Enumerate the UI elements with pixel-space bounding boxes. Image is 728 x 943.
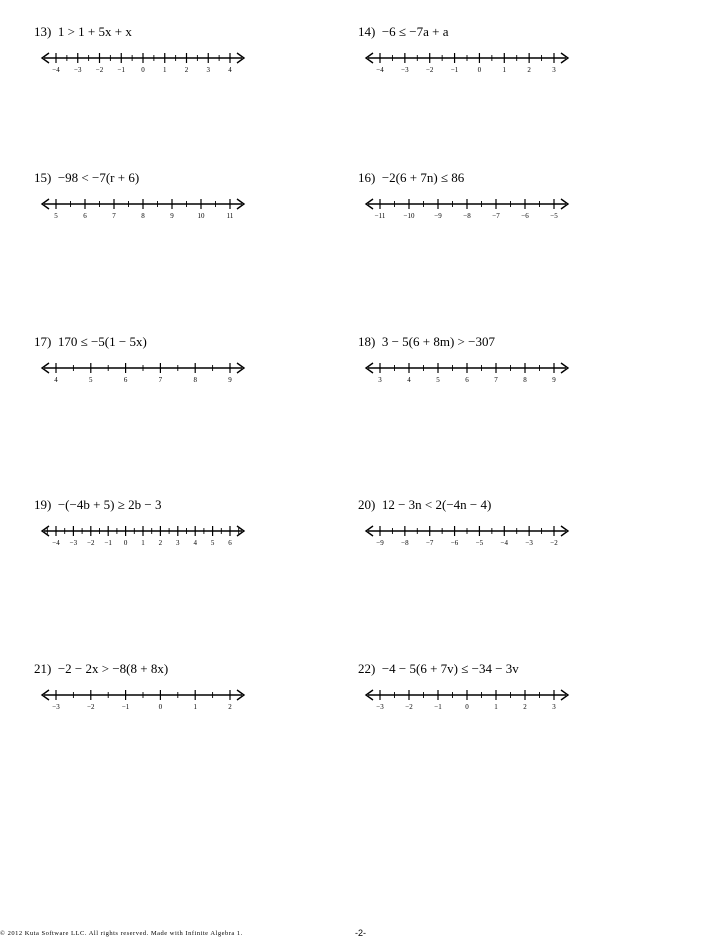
tick-label: 4 bbox=[228, 66, 232, 74]
tick-label: −4 bbox=[52, 66, 60, 74]
tick-label: 5 bbox=[89, 376, 93, 384]
tick-label: 2 bbox=[523, 703, 527, 711]
tick-label: 11 bbox=[226, 212, 234, 220]
footer-copyright: © 2012 Kuta Software LLC. All rights reserved. Made with Infinite Algebra 1. bbox=[0, 930, 243, 937]
tick-label: −1 bbox=[121, 703, 130, 711]
tick-label: −2 bbox=[550, 539, 558, 547]
tick-label: −2 bbox=[87, 539, 95, 547]
tick-label: 0 bbox=[477, 66, 482, 74]
problem-21 bbox=[34, 661, 354, 741]
tick-label: 2 bbox=[228, 703, 232, 711]
tick-label: −11 bbox=[374, 212, 386, 220]
tick-label: −3 bbox=[74, 66, 82, 74]
tick-label: −9 bbox=[434, 212, 442, 220]
tick-label: 3 bbox=[176, 539, 180, 547]
tick-label: 4 bbox=[407, 376, 411, 384]
tick-label: 3 bbox=[378, 376, 382, 384]
problem-15 bbox=[34, 170, 354, 250]
number-line bbox=[358, 350, 618, 390]
number-line bbox=[34, 513, 294, 553]
tick-label: −1 bbox=[117, 66, 125, 74]
tick-label: 2 bbox=[527, 66, 531, 74]
problem-equation: 13) 1 > 1 + 5x + x bbox=[34, 24, 132, 39]
problem-equation: 15) −98 < −7(r + 6) bbox=[34, 170, 140, 185]
problem-19 bbox=[34, 497, 354, 577]
tick-label: 0 bbox=[158, 703, 163, 711]
tick-label: 2 bbox=[158, 539, 163, 547]
tick-label: 4 bbox=[54, 376, 58, 384]
tick-label: −6 bbox=[450, 539, 459, 547]
tick-label: 9 bbox=[228, 376, 232, 384]
problem-equation: 17) 170 ≤ −5(1 − 5x) bbox=[34, 334, 147, 349]
tick-label: −10 bbox=[403, 212, 415, 220]
tick-label: 0 bbox=[465, 703, 469, 711]
tick-label: −3 bbox=[52, 703, 60, 711]
tick-label: −1 bbox=[450, 66, 459, 74]
tick-label: −2 bbox=[87, 703, 95, 711]
tick-label: 5 bbox=[54, 212, 58, 220]
tick-label: 4 bbox=[193, 539, 197, 547]
tick-label: −7 bbox=[492, 212, 500, 220]
tick-label: 1 bbox=[163, 66, 167, 74]
tick-label: −3 bbox=[401, 66, 409, 74]
page-number: -2- bbox=[355, 928, 366, 938]
tick-label: 6 bbox=[83, 212, 87, 220]
number-line bbox=[358, 40, 618, 80]
tick-label: 9 bbox=[170, 212, 174, 220]
tick-label: 1 bbox=[141, 539, 145, 547]
tick-label: 0 bbox=[123, 539, 128, 547]
tick-label: −3 bbox=[376, 703, 384, 711]
tick-label: −2 bbox=[95, 66, 104, 74]
problem-13 bbox=[34, 24, 354, 104]
problem-equation: 21) −2 − 2x > −8(8 + 8x) bbox=[34, 661, 169, 676]
tick-label: 10 bbox=[197, 212, 205, 220]
tick-label: −6 bbox=[521, 212, 529, 220]
number-line bbox=[358, 186, 618, 226]
number-line bbox=[34, 186, 294, 226]
problem-equation: 19) −(−4b + 5) ≥ 2b − 3 bbox=[34, 497, 162, 512]
tick-label: −2 bbox=[425, 66, 434, 74]
problem-17 bbox=[34, 334, 354, 414]
tick-label: −5 bbox=[550, 212, 558, 220]
tick-label: −8 bbox=[463, 212, 471, 220]
tick-label: −4 bbox=[500, 539, 509, 547]
tick-label: −3 bbox=[525, 539, 533, 547]
tick-label: −9 bbox=[376, 539, 384, 547]
tick-label: 1 bbox=[193, 703, 197, 711]
tick-label: 7 bbox=[158, 376, 163, 384]
problem-equation: 18) 3 − 5(6 + 8m) > −307 bbox=[358, 334, 495, 349]
tick-label: −4 bbox=[376, 66, 384, 74]
problem-14 bbox=[358, 24, 678, 104]
tick-label: −1 bbox=[104, 539, 112, 547]
tick-label: 9 bbox=[552, 376, 556, 384]
problem-equation: 14) −6 ≤ −7a + a bbox=[358, 24, 449, 39]
tick-label: 8 bbox=[141, 212, 145, 220]
tick-label: −1 bbox=[434, 703, 442, 711]
number-line bbox=[358, 677, 618, 717]
tick-label: 7 bbox=[112, 212, 116, 220]
tick-label: 3 bbox=[206, 66, 210, 74]
tick-label: 6 bbox=[228, 539, 232, 547]
tick-label: 3 bbox=[552, 66, 556, 74]
problem-18 bbox=[358, 334, 678, 414]
tick-label: 2 bbox=[184, 66, 189, 74]
tick-label: 7 bbox=[494, 376, 498, 384]
tick-label: 6 bbox=[123, 376, 128, 384]
tick-label: −8 bbox=[401, 539, 409, 547]
tick-label: −3 bbox=[69, 539, 78, 547]
tick-label: 5 bbox=[210, 539, 215, 547]
number-line bbox=[34, 677, 294, 717]
tick-label: 6 bbox=[465, 376, 469, 384]
tick-label: −4 bbox=[52, 539, 60, 547]
tick-label: −2 bbox=[405, 703, 413, 711]
problem-equation: 22) −4 − 5(6 + 7v) ≤ −34 − 3v bbox=[358, 661, 519, 676]
number-line bbox=[34, 350, 294, 390]
number-line bbox=[358, 513, 618, 553]
problem-22 bbox=[358, 661, 678, 741]
tick-label: −5 bbox=[475, 539, 484, 547]
problem-equation: 16) −2(6 + 7n) ≤ 86 bbox=[358, 170, 465, 185]
tick-label: 3 bbox=[552, 703, 556, 711]
tick-label: 8 bbox=[193, 376, 197, 384]
problem-equation: 20) 12 − 3n < 2(−4n − 4) bbox=[358, 497, 492, 512]
number-line bbox=[34, 40, 294, 80]
problem-20 bbox=[358, 497, 678, 577]
tick-label: 5 bbox=[436, 376, 440, 384]
problem-16 bbox=[358, 170, 678, 250]
tick-label: 8 bbox=[523, 376, 527, 384]
tick-label: 1 bbox=[494, 703, 498, 711]
tick-label: 1 bbox=[502, 66, 507, 74]
tick-label: 0 bbox=[141, 66, 145, 74]
tick-label: −7 bbox=[425, 539, 434, 547]
